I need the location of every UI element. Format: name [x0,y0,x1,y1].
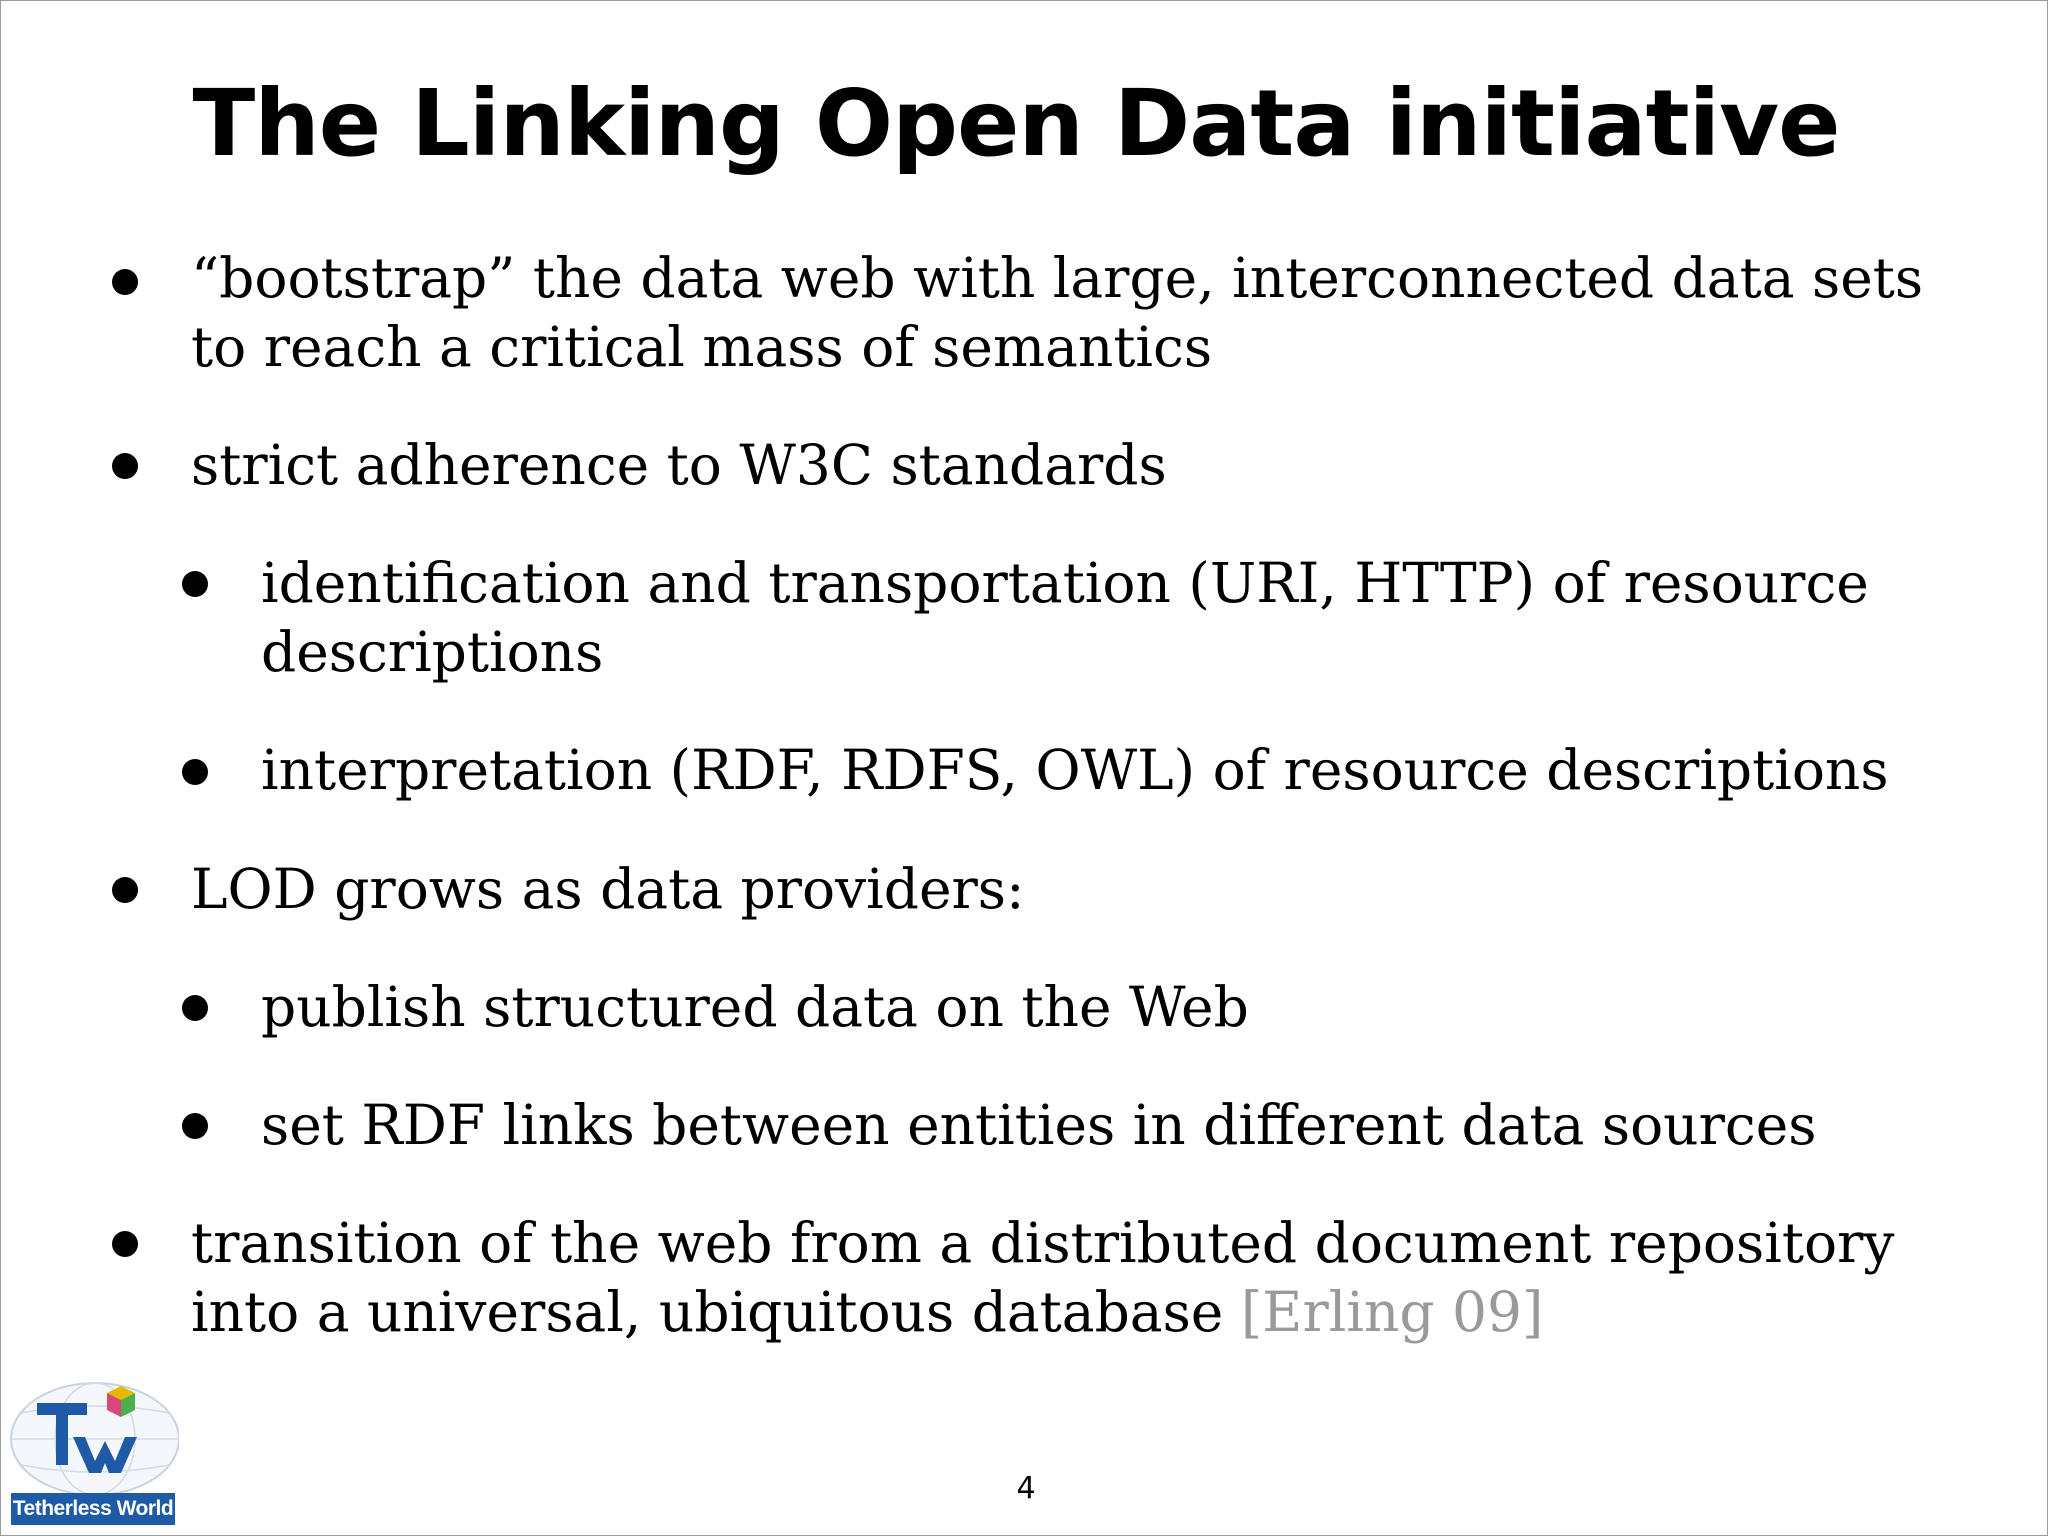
bullet-3-line-1: LOD grows as data providers: [191,857,1025,921]
bullet-icon [112,453,138,479]
citation: [Erling 09] [1240,1280,1544,1344]
sub-bullet-3-1-line-1: publish structured data on the Web [261,975,1249,1039]
sub-bullet-2-1-line-2: descriptions [261,620,604,684]
page-number: 4 [1016,1471,1036,1506]
bullet-icon [112,877,138,903]
sub-bullet-icon [182,759,208,785]
sub-bullet-3-2-line-1: set RDF links between entities in different data sources [261,1093,1817,1157]
slide-title: The Linking Open Data initiative [192,70,1840,177]
bullet-4-line-2-text: into a universal, ubiquitous database [191,1280,1224,1344]
bullet-icon [112,1231,138,1257]
bullet-icon [112,269,138,295]
sub-bullet-icon [182,571,208,597]
bullet-1-line-2: to reach a critical mass of semantics [191,315,1213,379]
sub-bullet-2-2-line-1: interpretation (RDF, RDFS, OWL) of resource descriptions [261,738,1889,802]
logo-caption: Tetherless World [11,1493,175,1525]
sub-bullet-2-1-line-1: identification and transportation (URI, HTTP) of resource [261,551,1869,615]
bullet-2-line-1: strict adherence to W3C standards [191,433,1167,497]
bullet-4-line-1: transition of the web from a distributed document repository [191,1211,1895,1275]
bullet-4-line-2 [191,1277,1543,1347]
bullet-1-line-1: “bootstrap” the data web with large, interconnected data sets [191,246,1924,310]
sub-bullet-icon [182,995,208,1021]
sub-bullet-icon [182,1113,208,1139]
